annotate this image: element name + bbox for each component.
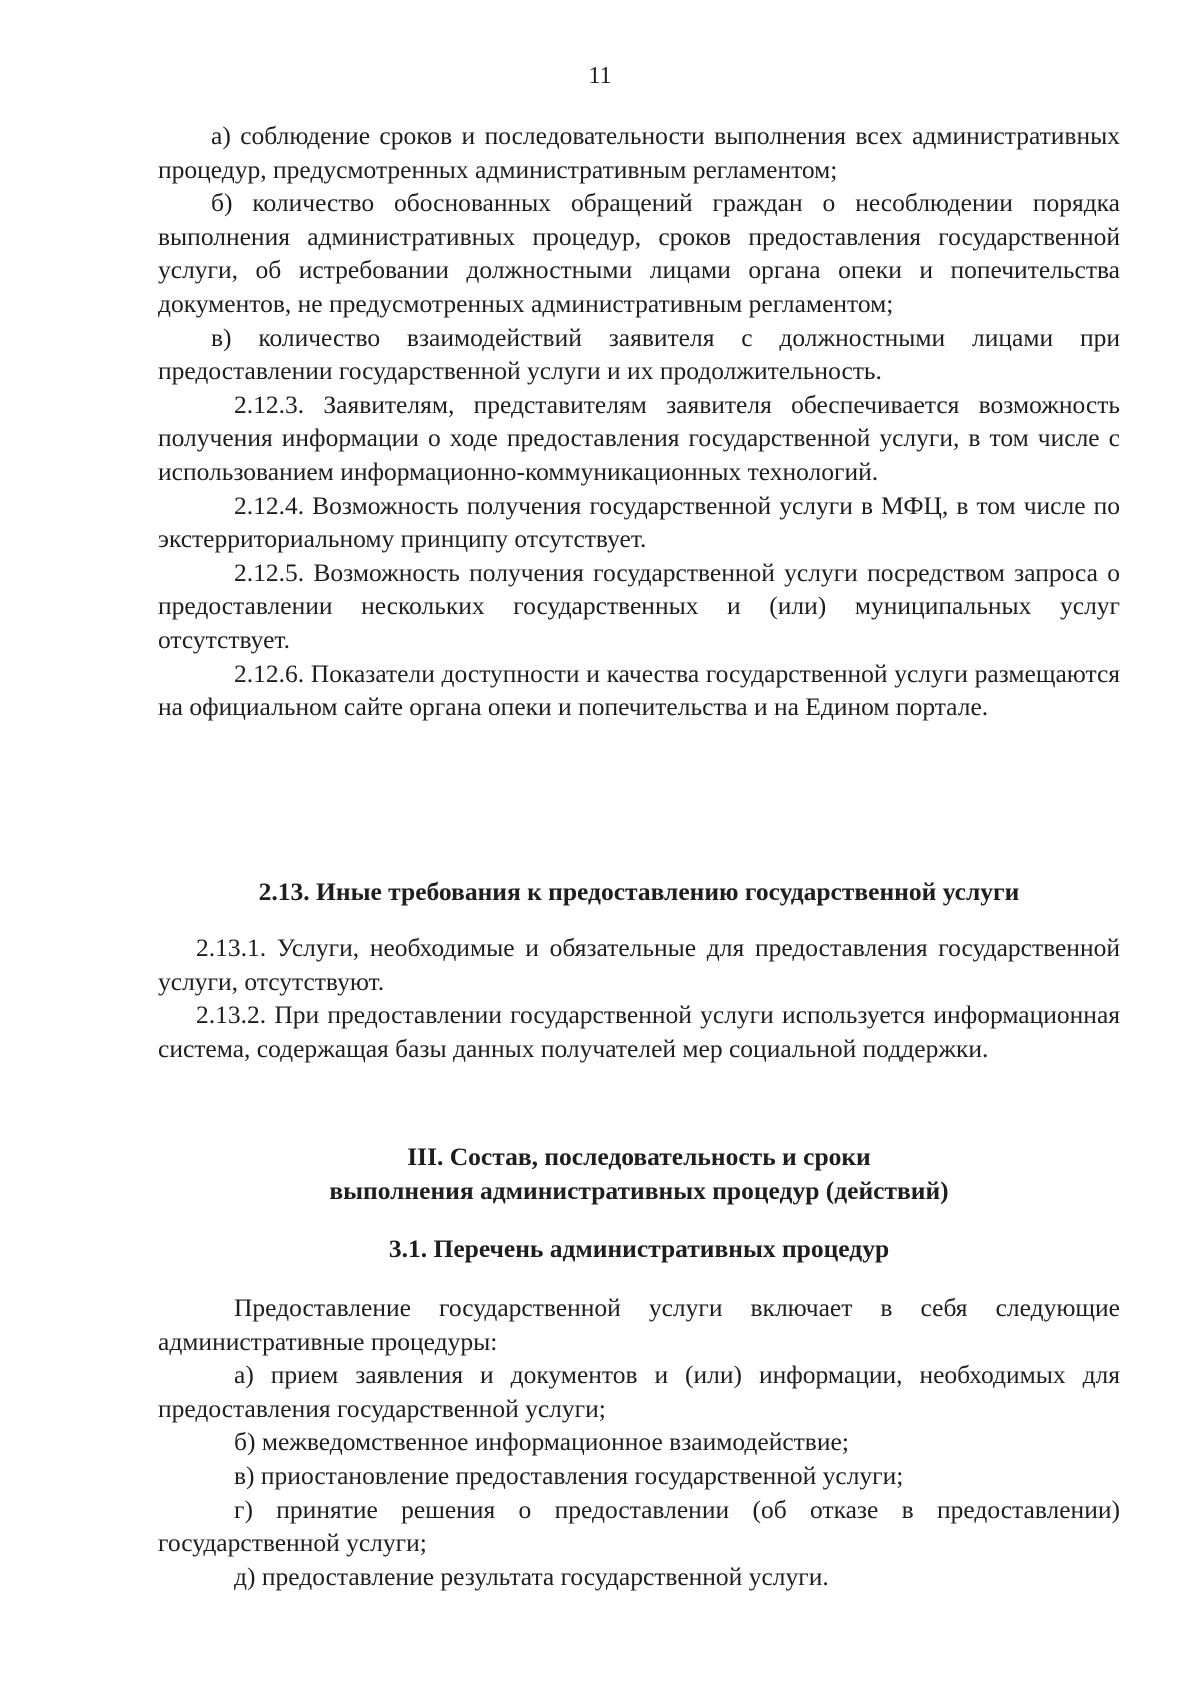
paragraph-2-12-5: 2.12.5. Возможность получения государственной услуги посредством запроса о предоставлении нескольких государственных и (или) муниципальных услуг отсутствует.: [158, 557, 1120, 654]
list-item-g: г) принятие решения о предоставлении (об отказе в предоставлении) государственной услуги;: [158, 1494, 1120, 1558]
heading-2-13: 2.13. Иные требования к предоставлению государственной услуги: [258, 877, 1020, 906]
paragraph-2-12-4: 2.12.4. Возможность получения государственной услуги в МФЦ, в том числе по экстерриториальному принципу отсутствует.: [158, 490, 1120, 554]
heading-section-3-line1: III. Состав, последовательность и сроки: [407, 1142, 871, 1171]
list-item-d: д) предоставление результата государственной услуги.: [234, 1561, 829, 1591]
paragraph-2-12-6: 2.12.6. Показатели доступности и качества государственной услуги размещаются на официальном сайте органа опеки и попечительства и на Едином портале.: [158, 658, 1120, 722]
paragraph-v: в) количество взаимодействий заявителя с должностными лицами при предоставлении государственной услуги и их продолжительность.: [158, 322, 1120, 386]
paragraph-2-13-1: 2.13.1. Услуги, необходимые и обязательные для предоставления государственной услуги, отсутствуют.: [158, 933, 1120, 996]
heading-section-3-line2: выполнения административных процедур (действий): [329, 1175, 949, 1205]
paragraph-b: б) количество обоснованных обращений граждан о несоблюдении порядка выполнения административных процедур, сроков предоставления государственной услуги, об истребовании должностными лицами органа опеки и попечительства документов, не предусмотренных административным регламентом;: [158, 188, 1120, 318]
section-3-1-text: [158, 1291, 1120, 1593]
list-item-a: а) прием заявления и документов и (или) информации, необходимых для предоставления государственной услуги;: [158, 1360, 1120, 1423]
section-2-13-text: [158, 931, 1120, 1065]
list-item-v: в) приостановление предоставления государственной услуги;: [234, 1460, 904, 1490]
paragraph-a: а) соблюдение сроков и последовательности выполнения всех административных процедур, предусмотренных административным регламентом;: [158, 121, 1120, 184]
paragraph-2-13-2: 2.13.2. При предоставлении государственной услуги используется информационная система, содержащая базы данных получателей мер социальной поддержки.: [158, 1000, 1120, 1063]
page-number: 11: [588, 63, 612, 89]
heading-3-1: 3.1. Перечень административных процедур: [388, 1234, 890, 1263]
paragraph-2-12-3: 2.12.3. Заявителям, представителям заявителя обеспечивается возможность получения информации о ходе предоставления государственной услуги, в том числе с использованием информационно-коммуникационных технологий.: [158, 389, 1120, 486]
heading-section-3: [158, 1140, 1120, 1207]
paragraph-intro: Предоставление государственной услуги включает в себя следующие административные процедуры:: [158, 1293, 1120, 1356]
list-item-b: б) межведомственное информационное взаимодействие;: [234, 1427, 849, 1457]
section-2-12-text: [158, 119, 1120, 724]
